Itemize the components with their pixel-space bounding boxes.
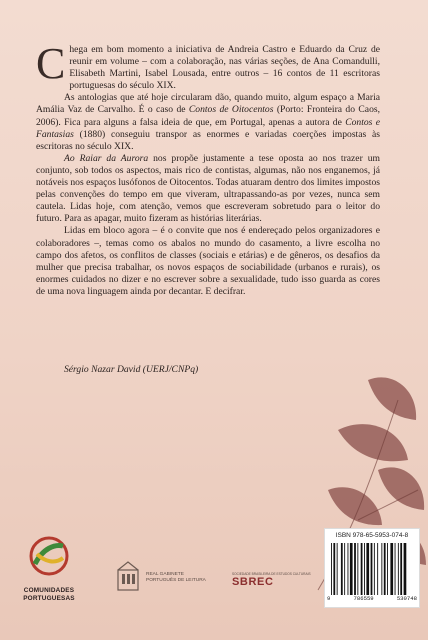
paragraph-2-part-a: As antologias que até hoje circularam dão, quando muito, algum espaço a Maria Amália Vaz de Carvalho. É o caso de [36,92,380,116]
comunidades-line-1: COMUNIDADES [23,587,75,594]
book-title-contos-e-fantasias: Contos e Fantasias [36,116,380,140]
author-signature: Sérgio Nazar David (UERJ/CNPq) [64,364,199,375]
paragraph-3 [36,153,380,226]
barcode-digit-right: 530748 [396,595,417,602]
barcode-digit-left: 786559 [353,595,374,602]
comunidades-portuguesas-logo [14,534,84,614]
barcode-bars [331,543,413,595]
paragraph-2-part-b: (Porto: Fronteira do Caos, 2006). Fica para alguns a falsa ideia de que, em Portugal, apenas a autora de [36,104,380,128]
isbn-number: ISBN 978-65-5953-074-8 [335,532,409,539]
comunidades-emblem-icon [29,534,69,578]
book-title-contos-de-oitocentos: Contos de Oitocentos [188,104,274,116]
back-cover-text [36,39,380,298]
paragraph-1 [36,39,380,92]
paragraph-2 [36,92,380,152]
paragraph-2-part-c: (1880) conseguiu transpor as enormes e variadas coerções impostas às escritoras no século XIX. [36,128,380,152]
barcode-digits [327,595,417,602]
real-gabinete-label: REAL GABINETE PORTUGUÊS DE LEITURA [146,572,206,583]
publisher-logos [0,528,428,640]
barcode [324,528,420,608]
paragraph-4: Lidas em bloco agora – é o convite que nos é endereçado pelos organizadores e colaboradores –, temas como os abalos no mundo do casamento, a livre escolha no campo dos afetos, os conflitos de classes (sociais e etárias) e de gêneros, os desafios da mulher que precisa trabalhar, os novos espaços de sociabilidade (urbanos e rurais), os enormes cuidados no dizer e no escrever sobre a sexualidade, tudo isso guarda as cores de uma nova linguagem ainda por decantar. E decifrar. [36,225,380,297]
book-title-ao-raiar-da-aurora: Ao Raiar da Aurora [64,152,149,164]
barcode-digit-prefix: 9 [327,595,331,602]
paragraph-3-text: nos propõe justamente a tese oposta ao nos trazer um conjunto, sob todos os aspectos, mais rico de contistas, algumas, não nos enganemos, já notáveis nos espaços lusófonos de Oitocentos. Todas atuaram dentro dos limites impostos pelas convenções do tempo em que viveram, ultrapassando-as por vezes, nunca sem cautela. Lidas hoje, com atenção, vemos que escreveram sobretudo para o leitor do futuro. Para as apagar, muito fizeram as histórias literárias. [36,152,380,225]
real-gabinete-logo [116,560,226,600]
sbrec-wordmark: SBREC [232,576,274,588]
sbrec-logo [232,572,322,596]
comunidades-line-2: PORTUGUESAS [23,594,75,602]
paragraph-1-text: hega em bom momento a iniciativa de Andreia Castro e Eduardo da Cruz de reunir em volume – com a colaboração, nas várias seções, de Ana Comandulli, Elisabeth Martini, Isabel Lousada, entre outros – 16 contos de 11 escritoras portuguesas do século XIX. [69,44,380,92]
building-icon [116,560,140,592]
drop-cap: C [36,39,66,88]
sbrec-tagline: SOCIEDADE BRASILEIRA DE ESTUDOS CULTURAIS [232,572,311,576]
